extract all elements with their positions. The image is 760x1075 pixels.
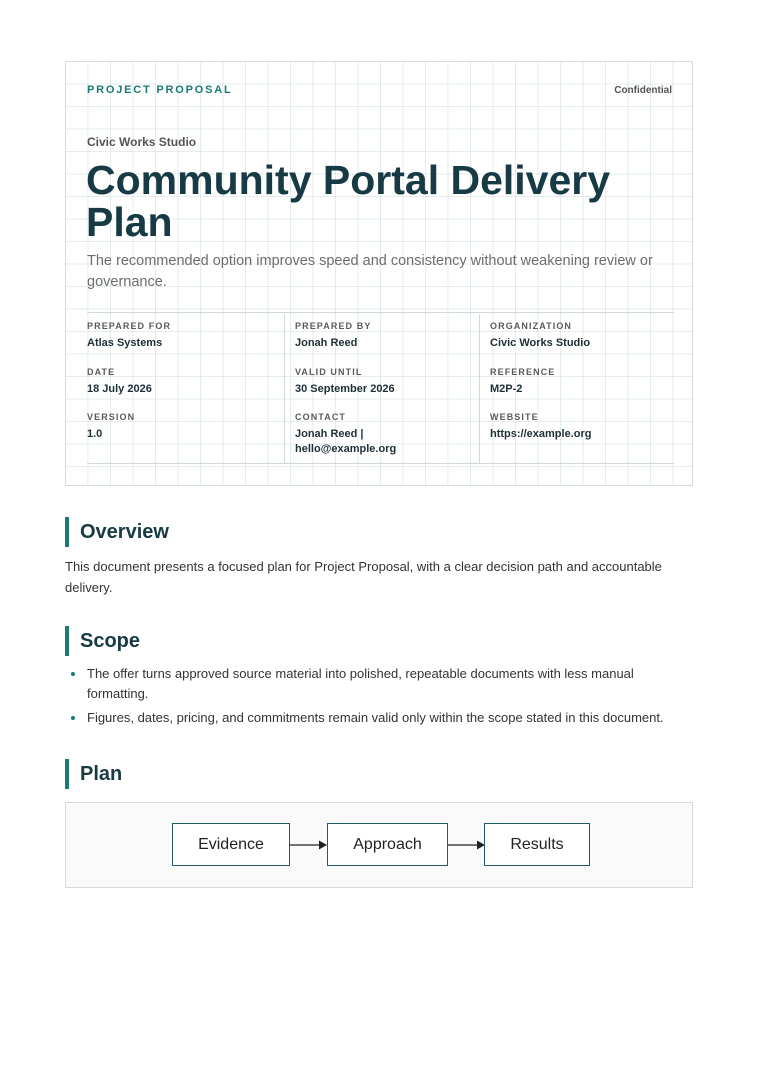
list-item-text: Figures, dates, pricing, and commitments remain valid only within the scope stated in this document. — [87, 710, 664, 725]
bullet-icon — [71, 716, 75, 720]
section-heading-scope: Scope — [65, 626, 140, 656]
meta-version — [87, 412, 272, 442]
meta-organization — [490, 321, 670, 351]
meta-label: WEBSITE — [490, 412, 539, 422]
meta-value: Jonah Reed — [295, 337, 358, 349]
meta-value: Civic Works Studio — [490, 337, 591, 349]
organization-name: Civic Works Studio — [87, 135, 197, 149]
bullet-icon — [71, 672, 75, 676]
meta-value: 18 July 2026 — [87, 383, 152, 395]
overview-paragraph: This document presents a focused plan for Project Proposal, with a clear decision path and accountable delivery. — [65, 559, 662, 595]
meta-label: PREPARED FOR — [87, 321, 172, 331]
meta-value: https://example.org — [490, 428, 592, 440]
meta-label: PREPARED BY — [295, 321, 372, 331]
meta-label: VERSION — [87, 412, 136, 422]
meta-label: VALID UNTIL — [295, 367, 363, 377]
arrow-right-icon — [448, 839, 486, 851]
meta-website — [490, 412, 670, 442]
meta-divider-top — [87, 312, 674, 313]
meta-column-divider — [284, 314, 285, 464]
list-item — [65, 664, 690, 704]
list-item — [65, 708, 690, 728]
meta-contact — [295, 412, 415, 457]
flow-step-approach: Approach — [327, 823, 448, 866]
document-subtitle: The recommended option improves speed and consistency without weakening review or governance. — [87, 253, 653, 290]
plan-flow-diagram — [65, 802, 693, 888]
confidential-label: Confidential — [614, 85, 672, 96]
meta-value: 30 September 2026 — [295, 383, 395, 395]
meta-label: ORGANIZATION — [490, 321, 573, 331]
meta-value: Atlas Systems — [87, 337, 163, 349]
flow-step-results: Results — [484, 823, 590, 866]
meta-label: REFERENCE — [490, 367, 556, 377]
meta-value: Jonah Reed | hello@example.org — [295, 428, 397, 455]
meta-divider-bottom — [87, 463, 674, 464]
meta-label: CONTACT — [295, 412, 347, 422]
list-item-text: The offer turns approved source material into polished, repeatable documents with less manual formatting. — [87, 666, 634, 701]
meta-prepared-for — [87, 321, 272, 351]
meta-label: DATE — [87, 367, 116, 377]
section-heading-overview: Overview — [65, 517, 169, 547]
meta-valid-until — [295, 367, 470, 397]
arrow-right-icon — [290, 839, 328, 851]
scope-list — [65, 664, 690, 732]
section-heading-plan: Plan — [65, 759, 122, 789]
meta-value: M2P-2 — [490, 383, 523, 395]
cover-panel — [65, 61, 693, 486]
meta-prepared-by — [295, 321, 470, 351]
meta-date — [87, 367, 272, 397]
meta-column-divider — [479, 314, 480, 464]
meta-reference — [490, 367, 670, 397]
document-title: Community Portal Delivery Plan — [86, 157, 611, 245]
meta-value: 1.0 — [87, 428, 103, 440]
flow-step-evidence: Evidence — [172, 823, 290, 866]
document-type-label: PROJECT PROPOSAL — [87, 84, 233, 96]
